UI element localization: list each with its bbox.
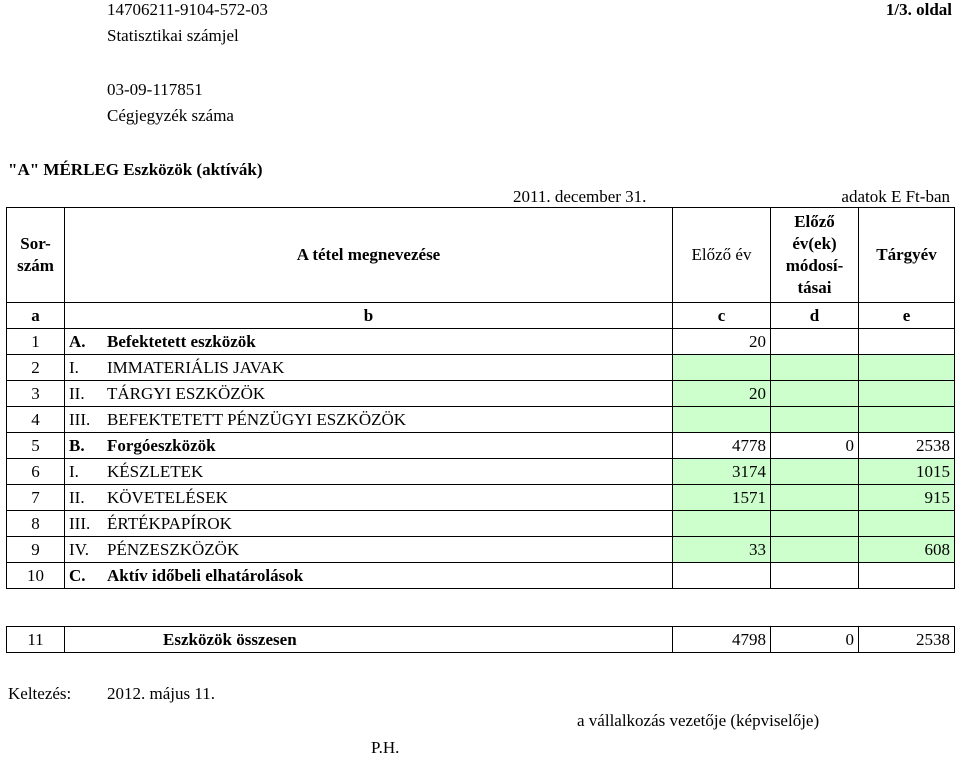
row-number: 1 [7,329,65,355]
signature-label: a vállalkozás vezetője (képviselője) [577,711,820,730]
column-letter-a: a [7,303,65,329]
row-prev-value[interactable] [673,511,771,537]
date-value: 2012. május 11. [107,684,215,703]
date-label: Keltezés: [8,684,72,703]
page-number: 1/3. oldal [885,0,952,19]
row-cur-value[interactable]: 1015 [859,459,955,485]
row-mod-value[interactable] [771,459,859,485]
table-row [7,433,955,459]
row-number: 2 [7,355,65,381]
table-row [7,329,955,355]
row-label-cell [65,563,673,589]
row-cur-value[interactable] [859,407,955,433]
row-label: TÁRGYI ESZKÖZÖK [107,383,266,403]
column-header-name: A tétel megnevezése [65,208,673,303]
row-cur-value: 2538 [859,433,955,459]
total-row-label: Eszközök összesen [65,627,673,653]
table-row [7,537,955,563]
row-code: III. [69,409,91,429]
row-code: III. [69,513,91,533]
table-row [7,407,955,433]
table-row [7,355,955,381]
column-header-sorszam: Sor- szám [7,208,65,303]
row-mod-value[interactable] [771,381,859,407]
row-cur-value[interactable]: 608 [859,537,955,563]
row-number: 10 [7,563,65,589]
row-code: A. [69,331,86,351]
total-row-prev: 4798 [673,627,771,653]
stat-number: 14706211-9104-572-03 [107,0,268,19]
row-mod-value[interactable] [771,355,859,381]
row-number: 3 [7,381,65,407]
total-row-number: 11 [7,627,65,653]
column-letter-d: d [771,303,859,329]
column-letter-b: b [65,303,673,329]
row-label: ÉRTÉKPAPÍROK [107,513,232,533]
total-table [6,626,955,653]
row-code: II. [69,487,85,507]
table-row [7,485,955,511]
row-mod-value[interactable] [771,407,859,433]
header-table [6,207,955,329]
row-prev-value[interactable] [673,355,771,381]
column-letter-e: e [859,303,955,329]
table-row [7,459,955,485]
row-cur-value[interactable] [859,381,955,407]
row-prev-value[interactable]: 1571 [673,485,771,511]
row-prev-value[interactable]: 20 [673,381,771,407]
total-row-cur: 2538 [859,627,955,653]
stamp-label: P.H. [371,738,400,757]
page-title: "A" MÉRLEG Eszközök (aktívák) [8,160,263,179]
report-date: 2011. december 31. [513,187,647,206]
column-header-mod: Előző év(ek) módosí-tásai [771,208,859,303]
row-label-cell [65,537,673,563]
registration-label: Cégjegyzék száma [107,106,234,125]
row-number: 7 [7,485,65,511]
row-label: Forgóeszközök [107,435,216,455]
unit-label: adatok E Ft-ban [841,187,950,206]
row-label: KÉSZLETEK [107,461,204,481]
row-label-cell [65,329,673,355]
row-mod-value[interactable] [771,537,859,563]
row-label: Aktív időbeli elhatárolások [107,565,304,585]
row-mod-value: 0 [771,433,859,459]
total-row-mod: 0 [771,627,859,653]
total-row [7,627,955,653]
row-label-cell [65,355,673,381]
balance-table [6,328,955,589]
row-mod-value [771,329,859,355]
row-mod-value[interactable] [771,511,859,537]
table-row [7,381,955,407]
row-code: I. [69,357,79,377]
row-number: 5 [7,433,65,459]
row-number: 4 [7,407,65,433]
row-prev-value[interactable] [673,407,771,433]
registration-number: 03-09-117851 [107,80,203,99]
row-number: 9 [7,537,65,563]
row-label-cell [65,485,673,511]
row-number: 8 [7,511,65,537]
row-cur-value[interactable] [859,511,955,537]
row-label: PÉNZESZKÖZÖK [107,539,240,559]
row-label: BEFEKTETETT PÉNZÜGYI ESZKÖZÖK [107,409,407,429]
row-label-cell [65,433,673,459]
row-label: IMMATERIÁLIS JAVAK [107,357,285,377]
stat-label: Statisztikai számjel [107,26,239,45]
row-mod-value [771,563,859,589]
row-label: KÖVETELÉSEK [107,487,228,507]
row-mod-value[interactable] [771,485,859,511]
column-letter-c: c [673,303,771,329]
row-code: B. [69,435,85,455]
row-prev-value[interactable]: 3174 [673,459,771,485]
row-code: IV. [69,539,89,559]
row-label-cell [65,511,673,537]
row-prev-value [673,563,771,589]
column-header-cur: Tárgyév [859,208,955,303]
row-cur-value [859,329,955,355]
row-prev-value: 4778 [673,433,771,459]
table-row [7,511,955,537]
row-code: II. [69,383,85,403]
row-label-cell [65,459,673,485]
row-label-cell [65,381,673,407]
row-label: Befektetett eszközök [107,331,256,351]
table-row [7,563,955,589]
row-cur-value[interactable] [859,355,955,381]
row-prev-value[interactable]: 33 [673,537,771,563]
row-label-cell [65,407,673,433]
row-code: I. [69,461,79,481]
column-header-prev: Előző év [673,208,771,303]
row-number: 6 [7,459,65,485]
row-code: C. [69,565,86,585]
row-prev-value: 20 [673,329,771,355]
row-cur-value[interactable]: 915 [859,485,955,511]
row-cur-value [859,563,955,589]
